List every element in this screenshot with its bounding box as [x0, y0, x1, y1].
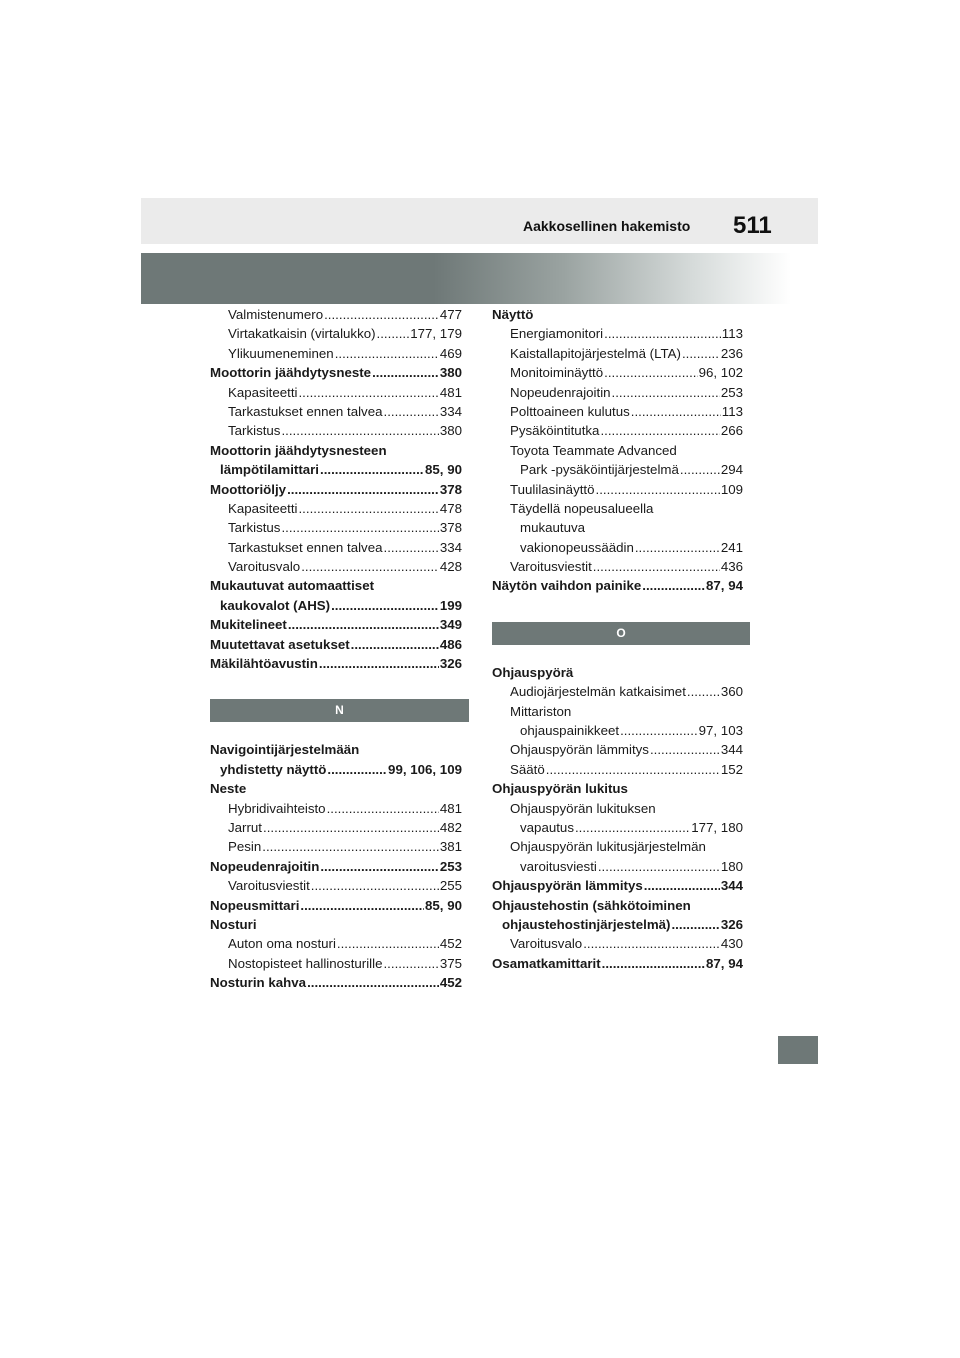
- index-entry: Energiamonitori ..... 113: [492, 324, 743, 343]
- index-heading: Nopeudenrajoitin ..... 253: [210, 857, 462, 876]
- index-entry: Tarkistus ..... 378: [210, 518, 462, 537]
- index-entry: Kaistallapitojärjestelmä (LTA) ..... 236: [492, 344, 743, 363]
- index-entry: mukautuva: [520, 520, 586, 536]
- index-entry: Nostopisteet hallinosturille ..... 375: [210, 954, 462, 973]
- index-entry: Ylikuumeneminen ..... 469: [210, 344, 462, 363]
- index-heading: Ohjauspyörä: [492, 664, 574, 680]
- index-entry: Virtakatkaisin (virtalukko) ..... 177, 179: [210, 324, 462, 343]
- index-entry: Säätö ..... 152: [492, 760, 743, 779]
- index-entry: Nopeudenrajoitin ..... 253: [492, 383, 743, 402]
- index-heading: Mukautuvat automaattiset: [210, 578, 375, 594]
- index-entry: Pesin ..... 381: [210, 837, 462, 856]
- index-entry: Varoitusvalo ..... 430: [492, 934, 743, 953]
- index-entry: Tarkastukset ennen talvea ..... 334: [210, 538, 462, 557]
- index-heading: Moottoriöljy ..... 378: [210, 480, 462, 499]
- index-entry: ohjauspainikkeet ..... 97, 103: [492, 721, 743, 740]
- index-entry: Jarrut ..... 482: [210, 818, 462, 837]
- index-entry: Varoitusviestit ..... 255: [210, 876, 462, 895]
- index-heading: Navigointijärjestelmään: [210, 742, 360, 758]
- index-entry: Hybridivaihteisto ..... 481: [210, 799, 462, 818]
- index-entry: Toyota Teammate Advanced: [510, 442, 677, 458]
- index-heading: Neste: [210, 781, 247, 797]
- index-entry: vapautus ..... 177, 180: [492, 818, 743, 837]
- index-heading: Ohjauspyörän lämmitys ..... 344: [492, 876, 743, 895]
- index-heading: Mäkilähtöavustin ..... 326: [210, 654, 462, 673]
- index-entry: Varoitusviestit ..... 436: [492, 557, 743, 576]
- index-entry: Kapasiteetti ..... 481: [210, 383, 462, 402]
- index-heading: Ohjaustehostin (sähkötoiminen: [492, 897, 691, 913]
- section-letter-o: O: [492, 622, 750, 645]
- decorative-gradient-bar: [141, 253, 791, 304]
- index-entry: Ohjauspyörän lukituksen: [510, 800, 656, 816]
- index-heading: kaukovalot (AHS) ..... 199: [210, 596, 462, 615]
- index-entry: Audiojärjestelmän katkaisimet ..... 360: [492, 682, 743, 701]
- index-heading: Nosturin kahva ..... 452: [210, 973, 462, 992]
- index-heading: Ohjauspyörän lukitus: [492, 781, 628, 797]
- index-entry: Mittariston: [510, 703, 572, 719]
- index-heading: ohjaustehostinjärjestelmä) ..... 326: [492, 915, 743, 934]
- index-heading: Nopeusmittari ..... 85, 90: [210, 896, 462, 915]
- index-entry: Ohjauspyörän lukitusjärjestelmän: [510, 839, 706, 855]
- index-heading: Nosturi: [210, 916, 257, 932]
- index-heading: lämpötilamittari ..... 85, 90: [210, 460, 462, 479]
- index-heading: Mukitelineet ..... 349: [210, 615, 462, 634]
- chapter-thumb-tab: [778, 1036, 818, 1064]
- page-number: 511: [733, 212, 772, 239]
- index-heading: Moottorin jäähdytysneste ..... 380: [210, 363, 462, 382]
- index-heading: Näytön vaihdon painike ..... 87, 94: [492, 576, 743, 595]
- index-entry: Täydellä nopeusalueella: [510, 500, 654, 516]
- index-column-left: [210, 305, 462, 993]
- index-entry: Auton oma nosturi ..... 452: [210, 934, 462, 953]
- index-heading: Näyttö: [492, 307, 534, 322]
- index-entry: Varoitusvalo ..... 428: [210, 557, 462, 576]
- index-column-right: [492, 305, 743, 973]
- index-entry: Valmistenumero ..... 477: [210, 305, 462, 324]
- index-entry: Pysäköintitutka ..... 266: [492, 421, 743, 440]
- index-heading: Moottorin jäähdytysnesteen: [210, 442, 387, 458]
- section-title: Aakkosellinen hakemisto: [523, 218, 691, 234]
- index-entry: vakionopeussäädin ..... 241: [492, 538, 743, 557]
- index-entry: Ohjauspyörän lämmitys ..... 344: [492, 740, 743, 759]
- index-entry: Tarkastukset ennen talvea ..... 334: [210, 402, 462, 421]
- section-letter-n: N: [210, 699, 469, 722]
- index-entry: varoitusviesti ..... 180: [492, 857, 743, 876]
- header-band: [141, 198, 818, 244]
- index-heading: yhdistetty näyttö ..... 99, 106, 109: [210, 760, 462, 779]
- index-entry: Kapasiteetti ..... 478: [210, 499, 462, 518]
- index-entry: Tuulilasinäyttö ..... 109: [492, 480, 743, 499]
- index-entry: Polttoaineen kulutus ..... 113: [492, 402, 743, 421]
- index-heading: Muutettavat asetukset ..... 486: [210, 635, 462, 654]
- index-entry: Monitoiminäyttö ..... 96, 102: [492, 363, 743, 382]
- index-entry: Park -pysäköintijärjestelmä ..... 294: [492, 460, 743, 479]
- index-heading: Osamatkamittarit ..... 87, 94: [492, 954, 743, 973]
- index-entry: Tarkistus ..... 380: [210, 421, 462, 440]
